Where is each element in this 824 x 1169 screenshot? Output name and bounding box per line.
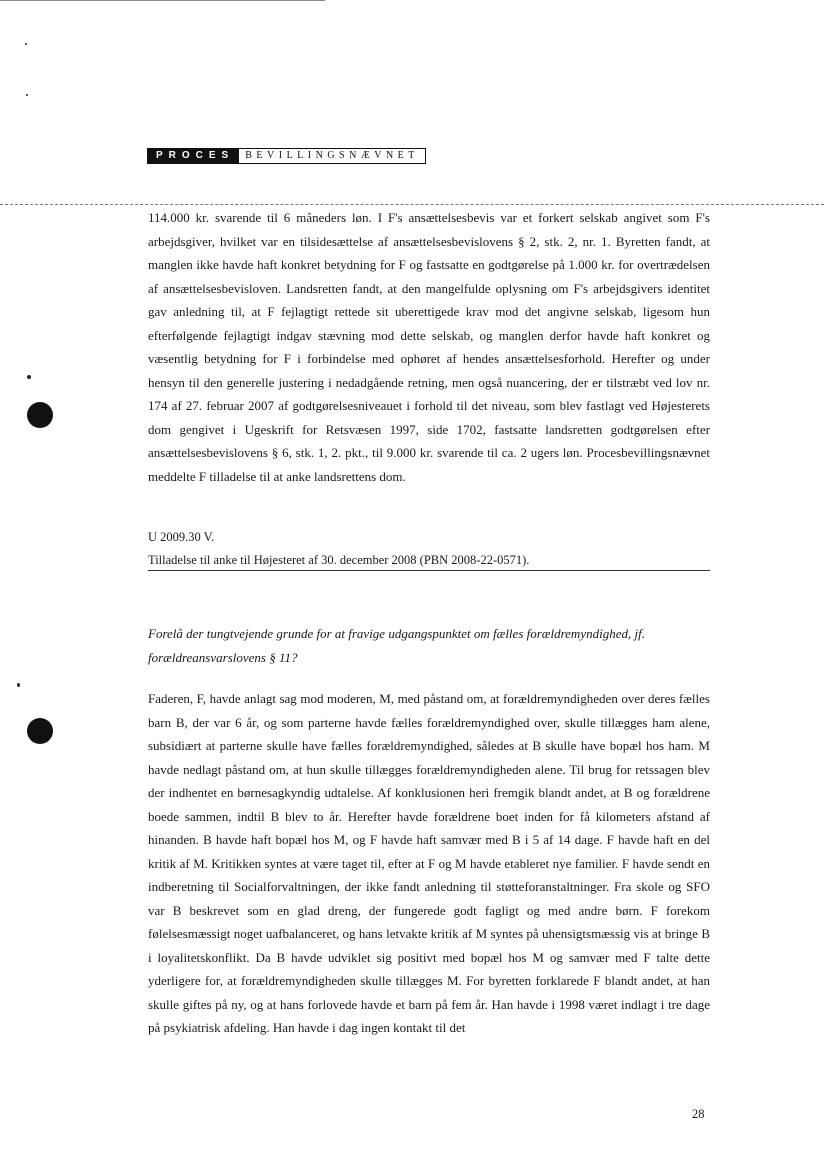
logo-bevillingsnaevnet-box: BEVILLINGSNÆVNET bbox=[238, 148, 426, 164]
punch-hole bbox=[27, 402, 53, 428]
header-divider bbox=[0, 204, 824, 205]
logo-proces-block: PROCES bbox=[147, 148, 238, 164]
procesbevillingsnaevnet-logo bbox=[147, 148, 426, 164]
case-reference: U 2009.30 V. bbox=[148, 530, 215, 544]
case-paragraph: Faderen, F, havde anlagt sag mod moderen, M, med påstand om, at forældremyndigheden over deres fælles barn B, der var 6 år, og som parterne havde fælles forældremyndighed over, skulle tillægges ham alene, subsidiært at parterne skulle have fælles forældremyndighed, således at B skulle have bopæl hos ham. M havde nedlagt påstand om, at hun skulle tillægges forældremyndigheden alene. Til brug for retssagen blev der indhentet en børnesagkyndig udtalelse. Af konklusionen heri fremgik blandt andet, at B og forældrene boede sammen, indtil B blev to år. Herefter havde forældrene boet inden for få kilometers afstand af hinanden. B havde haft bopæl hos M, og F havde haft samvær med B i 5 af 14 dage. F havde haft en del kritik af M. Kritikken syntes at være taget til, efter at F og M havde etableret nye familier. F havde sendt en indberetning til Socialforvaltningen, der ikke fandt anledning til støtteforanstaltninger. Fra skole og SFO var B beskrevet som en glad dreng, der fungerede godt fagligt og med andre børn. F forekom følelsesmæssigt noget uafbalanceret, og hans letvakte kritik af M syntes på uhensigtsmæssig vis at bringe B i loyalitetskonflikt. Da B havde udviklet sig positivt med bopæl hos M og samvær med F talte dette yderligere for, at forældremyndigheden skulle tillægges M. For byretten forklarede F blandt andet, at han skulle giftes på ny, og at hans forlovede havde et barn på fem år. Han havde i 1998 været indlagt i tre dage på psykiatrisk afdeling. Han havde i dag ingen kontakt til det bbox=[148, 691, 710, 1035]
scan-speck bbox=[26, 94, 28, 96]
punch-hole bbox=[27, 718, 53, 744]
scan-speck bbox=[17, 683, 20, 687]
section-divider bbox=[148, 570, 710, 571]
permission-line: Tilladelse til anke til Højesteret af 30. december 2008 (PBN 2008-22-0571). bbox=[148, 553, 530, 567]
question-heading: Forelå der tungtvejende grunde for at fravige udgangspunktet om fælles forældremyndighed, jf. forældreansvarslovens § 11? bbox=[148, 626, 645, 665]
scan-top-edge-line bbox=[0, 0, 325, 1]
scan-speck bbox=[25, 43, 27, 45]
scan-speck bbox=[27, 375, 31, 379]
page-number: 28 bbox=[692, 1107, 705, 1121]
case-paragraph-continued: 114.000 kr. svarende til 6 måneders løn. I F's ansættelsesbevis var et forkert selskab angivet som F's arbejdsgiver, hvilket var en tilsidesættelse af ansættelsesbevislovens § 2, stk. 2, nr. 1. Byretten fandt, at manglen ikke havde haft konkret betydning for F og fastsatte en godtgørelse på 1.000 kr. for overtrædelsen af ansættelsesbevisloven. Landsretten fandt, at den mangelfulde oplysning om F's arbejdsgivers identitet gav anledning til, at F fejlagtigt rettede sit uberettigede krav mod det angivne selskab, ligesom hun efterfølgende fejlagtigt indgav stævning mod dette selskab, og manglen derfor havde haft konkret og væsentlig betydning for F i forbindelse med ophøret af hendes ansættelsesforhold. Herefter og under hensyn til den generelle justering i nedadgående retning, men også nuancering, der er tilstræbt ved lov nr. 174 af 27. februar 2007 af godtgørelsesniveauet i forhold til det niveau, som blev fastlagt ved Højesterets dom gengivet i Ugeskrift for Retsvæsen 1997, side 1702, fastsatte landsretten godtgørelsen efter ansættelsesbevislovens § 6, stk. 1, 2. pkt., til 9.000 kr. svarende til ca. 2 ugers løn. Procesbevillingsnævnet meddelte F tilladelse til at anke landsrettens dom. bbox=[148, 210, 710, 484]
